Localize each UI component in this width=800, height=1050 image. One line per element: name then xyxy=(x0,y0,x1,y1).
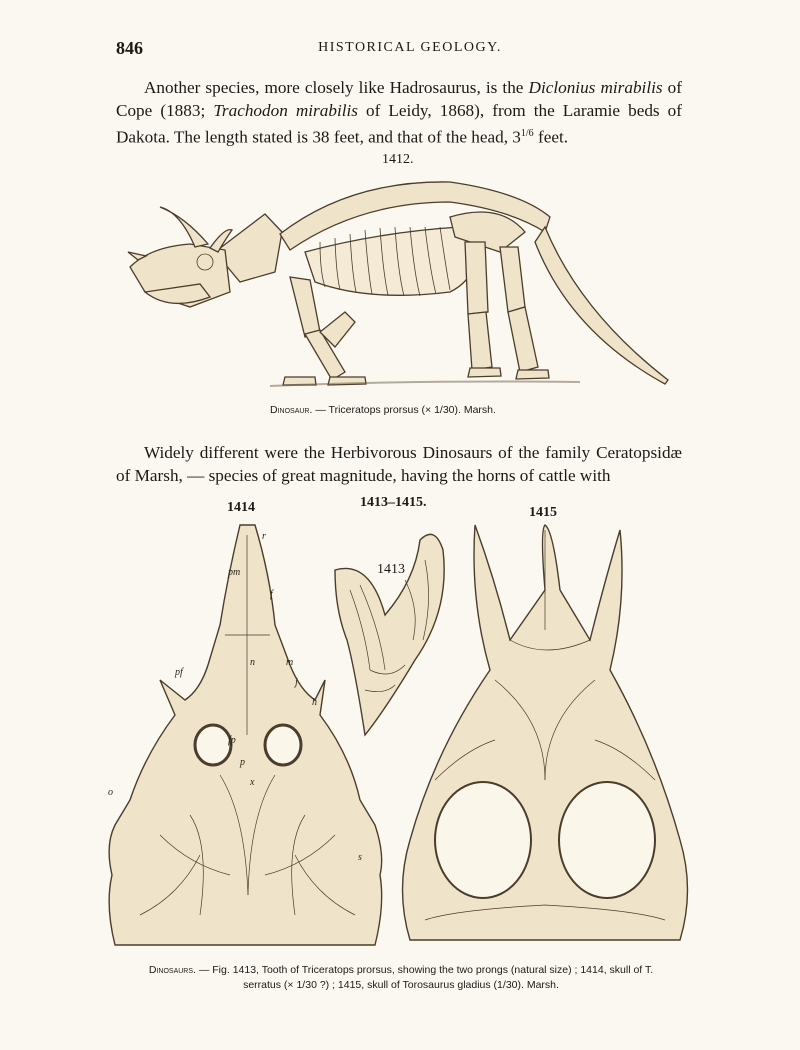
label-f: f xyxy=(270,589,273,600)
para1-fraction: 1/6 xyxy=(520,128,534,139)
paragraph-ceratopsidae: Widely different were the Herbivorous Dinosaurs of the family Ceratopsidæ of Marsh, — species of great magnitude, having the horns of cattle with xyxy=(116,443,682,485)
para1-text-3: of Leidy, 1868), from the Laramie beds of Dakota. The length stated is 38 feet, and that of the head, 3 xyxy=(116,101,682,147)
label-n: n xyxy=(250,657,255,668)
skull-1414-engraving xyxy=(100,515,392,955)
label-o: o xyxy=(108,787,113,798)
figure-1413-number: 1413 xyxy=(377,562,405,577)
label-s: s xyxy=(358,852,362,863)
figure-group-range: 1413–1415. xyxy=(360,495,427,510)
paragraph-diclonius xyxy=(116,76,682,149)
para1-text-1: Another species, more closely like Hadrosaurus, is the xyxy=(144,78,529,97)
caption-bottom-line2: serratus (× 1/30 ?) ; 1415, skull of Torosaurus gladius (1/30). Marsh. xyxy=(243,979,559,991)
triceratops-skeleton-engraving xyxy=(120,172,680,402)
label-r: r xyxy=(262,531,266,542)
figure-1415-number: 1415 xyxy=(529,505,557,520)
skull-1415-engraving xyxy=(395,520,695,950)
figure-1414-number: 1414 xyxy=(227,500,255,515)
caption-bottom-lead: Dinosaurs. xyxy=(148,964,196,976)
label-h: h xyxy=(312,697,317,708)
figure-1412-caption-lead: Dinosaur. xyxy=(270,404,313,416)
label-m: m xyxy=(286,657,294,668)
label-pf: pf xyxy=(175,667,183,678)
para1-species-1: Diclonius mirabilis xyxy=(528,78,663,97)
figure-1412-caption-text: — Triceratops prorsus (× 1/30). Marsh. xyxy=(312,404,496,416)
label-p: p xyxy=(240,757,245,768)
para1-text-2: of Cope (1883; xyxy=(116,78,682,120)
caption-bottom-line1: — Fig. 1413, Tooth of Triceratops prorsus, showing the two prongs (natural size) ; 1414, skull of T. xyxy=(195,964,654,976)
figure-1412-caption xyxy=(270,404,496,416)
para1-species-2: Trachodon mirabilis xyxy=(213,101,358,120)
running-header: HISTORICAL GEOLOGY. xyxy=(318,40,502,55)
label-x: x xyxy=(250,777,255,788)
label-fp: fp xyxy=(228,735,236,746)
label-j: j xyxy=(295,677,298,688)
label-pm: pm xyxy=(228,567,241,578)
figure-1413-1415-caption xyxy=(116,963,686,993)
figure-1412-number: 1412. xyxy=(382,152,414,167)
para1-text-4: feet. xyxy=(533,127,569,147)
page-number: 846 xyxy=(116,38,143,58)
